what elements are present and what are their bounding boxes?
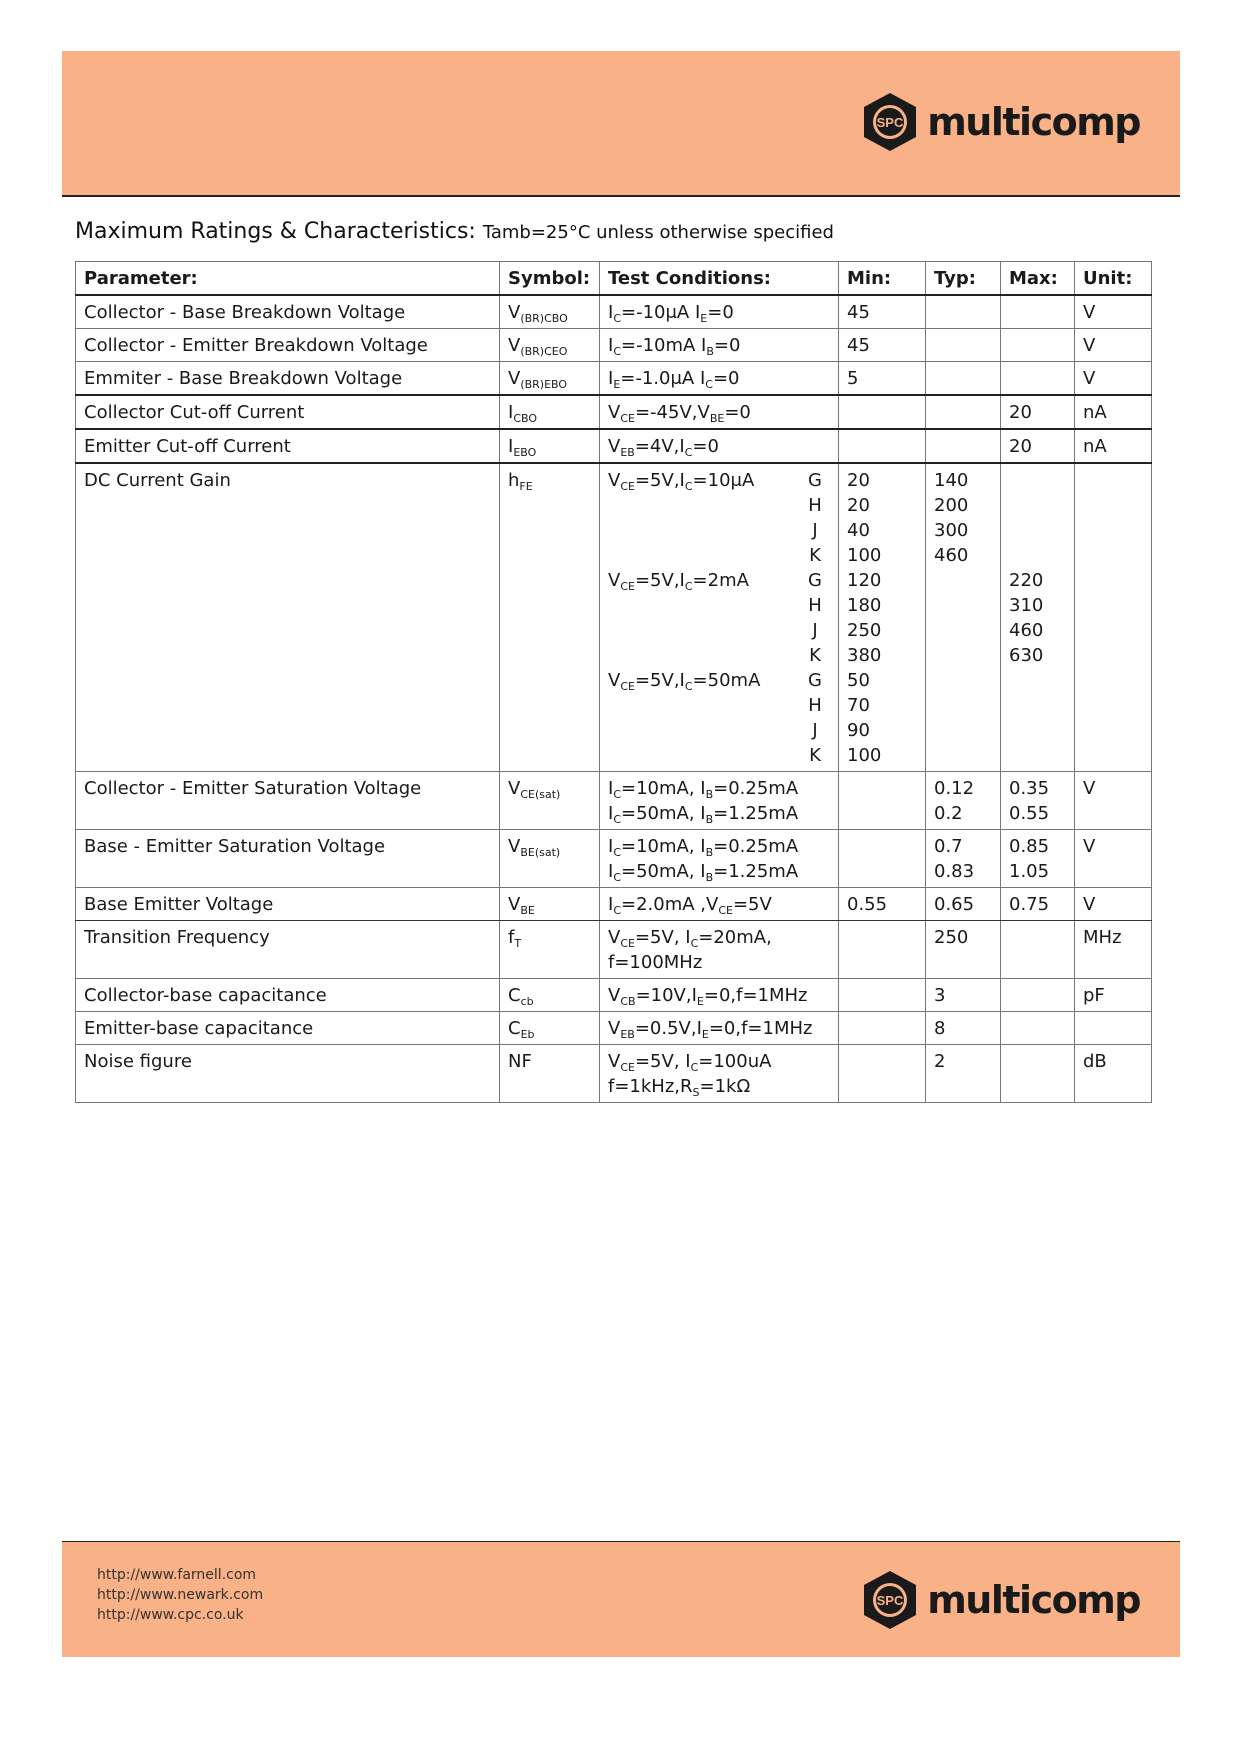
typ-cell	[926, 979, 1001, 1012]
min-cell	[839, 395, 926, 429]
max-cell	[1001, 1012, 1075, 1045]
value	[934, 743, 992, 768]
header-min: Min:	[839, 262, 926, 296]
symbol-cell: $I_{EBO}$	[500, 429, 600, 463]
condition-line	[608, 518, 830, 543]
unit-cell: nA	[1075, 429, 1152, 463]
value	[1009, 518, 1066, 543]
typ-cell	[926, 395, 1001, 429]
condition-line	[608, 493, 830, 518]
max-cell	[1001, 463, 1075, 772]
value	[1009, 493, 1066, 518]
grade-label: J	[812, 620, 818, 641]
spc-badge-icon	[861, 1569, 919, 1631]
value: 2	[934, 1051, 946, 1072]
min-cell	[839, 295, 926, 329]
parameter-cell: Collector - Emitter Breakdown Voltage	[76, 329, 500, 362]
unit-cell: dB	[1075, 1045, 1152, 1103]
table-row	[76, 1012, 1152, 1045]
header-typ: Typ:	[926, 262, 1001, 296]
parameter-cell: Noise figure	[76, 1045, 500, 1103]
grade-label: K	[809, 645, 821, 666]
condition-line: $V_{CE}=5V,I_C=2mA$ G	[608, 568, 830, 593]
min-cell	[839, 463, 926, 772]
symbol-cell: $V_{(BR)EBO}$	[500, 362, 600, 396]
value	[934, 593, 992, 618]
max-cell	[1001, 329, 1075, 362]
parameter-cell: Collector Cut-off Current	[76, 395, 500, 429]
value: 3	[934, 985, 946, 1006]
ratings-table	[75, 261, 1152, 1103]
table-row	[76, 329, 1152, 362]
unit-cell: V	[1075, 329, 1152, 362]
conditions-cell	[600, 463, 839, 772]
parameter-cell: Emmiter - Base Breakdown Voltage	[76, 362, 500, 396]
header-unit: Unit:	[1075, 262, 1152, 296]
value: 20	[847, 470, 870, 491]
typ-cell	[926, 921, 1001, 979]
unit-cell: V	[1075, 830, 1152, 888]
value: 300	[934, 520, 969, 541]
condition-line: f=100MHz	[608, 952, 703, 973]
grade-label: G	[808, 670, 822, 691]
symbol-cell: $I_{CBO}$	[500, 395, 600, 429]
brand-logo	[861, 91, 1140, 153]
value	[1009, 743, 1066, 768]
unit-cell: MHz	[1075, 921, 1152, 979]
value: 140	[934, 470, 969, 491]
typ-cell	[926, 1045, 1001, 1103]
symbol-cell: $V_{(BR)CBO}$	[500, 295, 600, 329]
table-row	[76, 395, 1152, 429]
min-cell	[839, 1012, 926, 1045]
min-cell	[839, 772, 926, 830]
condition-line: $V_{CE}=-45V,V_{BE}=0$	[608, 402, 751, 425]
typ-cell	[926, 772, 1001, 830]
value: 0.55	[1009, 803, 1050, 824]
value: 0.7	[934, 836, 963, 857]
typ-cell	[926, 463, 1001, 772]
grade-label: G	[808, 470, 822, 491]
typ-cell	[926, 1012, 1001, 1045]
footer-band	[62, 1541, 1180, 1657]
unit-cell: V	[1075, 772, 1152, 830]
value	[934, 618, 992, 643]
unit-cell: nA	[1075, 395, 1152, 429]
unit-cell: pF	[1075, 979, 1152, 1012]
condition-line: $I_C=10mA$, $I_B=0.25mA$	[608, 778, 799, 801]
value: 630	[1009, 645, 1044, 666]
value	[934, 693, 992, 718]
parameter-cell: Emitter Cut-off Current	[76, 429, 500, 463]
min-cell	[839, 921, 926, 979]
spc-badge-icon	[861, 91, 919, 153]
max-cell	[1001, 830, 1075, 888]
max-cell	[1001, 888, 1075, 921]
parameter-cell: Emitter-base capacitance	[76, 1012, 500, 1045]
value: 0.12	[934, 778, 975, 799]
typ-cell	[926, 295, 1001, 329]
condition-line: $I_C=50mA$, $I_B=1.25mA$	[608, 803, 799, 826]
heading-title: Maximum Ratings & Characteristics:	[75, 219, 476, 244]
conditions-cell	[600, 295, 839, 329]
condition-line	[608, 693, 830, 718]
value: 1.05	[1009, 861, 1050, 882]
conditions-cell	[600, 395, 839, 429]
condition-line	[608, 543, 830, 568]
max-cell	[1001, 295, 1075, 329]
max-cell	[1001, 1045, 1075, 1103]
condition-line: $I_C=-10\mu A$ $I_E=0$	[608, 302, 734, 325]
min-cell	[839, 329, 926, 362]
value	[1009, 718, 1066, 743]
footer-link-farnell[interactable]: http://www.farnell.com	[97, 1567, 257, 1583]
max-cell	[1001, 362, 1075, 396]
grade-label: H	[808, 495, 822, 516]
header-band	[62, 51, 1180, 197]
symbol-cell: $V_{CE(sat)}$	[500, 772, 600, 830]
unit-cell: V	[1075, 362, 1152, 396]
conditions-cell	[600, 772, 839, 830]
table-header-row	[76, 262, 1152, 296]
table-row	[76, 429, 1152, 463]
parameter-cell: Collector - Base Breakdown Voltage	[76, 295, 500, 329]
value: 5	[847, 368, 859, 389]
symbol-cell: NF	[500, 1045, 600, 1103]
conditions-cell	[600, 362, 839, 396]
header-parameter: Parameter:	[76, 262, 500, 296]
value: 20	[847, 495, 870, 516]
value: 0.35	[1009, 778, 1050, 799]
typ-cell	[926, 362, 1001, 396]
min-cell	[839, 362, 926, 396]
max-cell	[1001, 979, 1075, 1012]
grade-label: H	[808, 695, 822, 716]
value	[1009, 543, 1066, 568]
value: 90	[847, 720, 870, 741]
brand-name: multicomp	[927, 100, 1140, 144]
typ-cell	[926, 830, 1001, 888]
grade-label: J	[812, 720, 818, 741]
value: 45	[847, 335, 870, 356]
table-row	[76, 772, 1152, 830]
condition-line: $f=1kHz,R_S=1k\Omega$	[608, 1076, 751, 1099]
condition-line: $V_{CE}=5V$, $I_C=100uA$	[608, 1051, 772, 1074]
value: 460	[934, 545, 969, 566]
grade-label: G	[808, 570, 822, 591]
min-cell	[839, 830, 926, 888]
value: 45	[847, 302, 870, 323]
unit-cell	[1075, 1012, 1152, 1045]
condition-line: $V_{EB}=0.5V,I_E=0,f=1MHz$	[608, 1018, 813, 1041]
max-cell	[1001, 429, 1075, 463]
condition-line: $I_C=50mA$, $I_B=1.25mA$	[608, 861, 799, 884]
value: 120	[847, 570, 882, 591]
max-cell	[1001, 772, 1075, 830]
value	[934, 568, 992, 593]
condition-line	[608, 718, 830, 743]
parameter-cell: Transition Frequency	[76, 921, 500, 979]
unit-cell	[1075, 463, 1152, 772]
table-row	[76, 295, 1152, 329]
condition-line: $V_{CB}=10V,I_E=0,f=1MHz$	[608, 985, 808, 1008]
value: 70	[847, 695, 870, 716]
max-cell	[1001, 921, 1075, 979]
parameter-cell: Base Emitter Voltage	[76, 888, 500, 921]
symbol-cell: $V_{BE}$	[500, 888, 600, 921]
footer-link-cpc[interactable]: http://www.cpc.co.uk	[97, 1607, 244, 1623]
conditions-cell	[600, 979, 839, 1012]
condition-line: $V_{CE}=5V,I_C=10\mu A$ G	[608, 468, 830, 493]
value: 180	[847, 595, 882, 616]
parameter-cell: Base - Emitter Saturation Voltage	[76, 830, 500, 888]
table-row	[76, 979, 1152, 1012]
value: 220	[1009, 570, 1044, 591]
footer-link-newark[interactable]: http://www.newark.com	[97, 1587, 264, 1603]
header-conditions: Test Conditions:	[600, 262, 839, 296]
value: 0.85	[1009, 836, 1050, 857]
symbol-cell: $V_{BE(sat)}$	[500, 830, 600, 888]
parameter-cell: Collector - Emitter Saturation Voltage	[76, 772, 500, 830]
value	[934, 643, 992, 668]
value: 8	[934, 1018, 946, 1039]
value: 0.75	[1009, 894, 1050, 915]
page-heading	[75, 219, 834, 244]
value	[1009, 693, 1066, 718]
table-row	[76, 921, 1152, 979]
value: 0.2	[934, 803, 963, 824]
conditions-cell	[600, 830, 839, 888]
grade-label: K	[809, 545, 821, 566]
min-cell	[839, 888, 926, 921]
conditions-cell	[600, 1012, 839, 1045]
symbol-cell: $C_{cb}$	[500, 979, 600, 1012]
symbol-cell: $V_{(BR)CEO}$	[500, 329, 600, 362]
value: 250	[847, 620, 882, 641]
footer-links	[97, 1565, 263, 1625]
symbol-cell: $h_{FE}$	[500, 463, 600, 772]
grade-label: H	[808, 595, 822, 616]
symbol-cell: $f_T$	[500, 921, 600, 979]
header-symbol: Symbol:	[500, 262, 600, 296]
value: 50	[847, 670, 870, 691]
table-row	[76, 888, 1152, 921]
unit-cell: V	[1075, 888, 1152, 921]
value: 250	[934, 927, 969, 948]
value	[934, 718, 992, 743]
conditions-cell	[600, 921, 839, 979]
value: 310	[1009, 595, 1044, 616]
conditions-cell	[600, 429, 839, 463]
value: 100	[847, 745, 882, 766]
value: 100	[847, 545, 882, 566]
conditions-cell	[600, 329, 839, 362]
value	[1009, 468, 1066, 493]
value	[934, 668, 992, 693]
min-cell	[839, 979, 926, 1012]
typ-cell	[926, 329, 1001, 362]
badge-text: SPC	[876, 115, 904, 130]
table-row	[76, 463, 1152, 772]
value: 380	[847, 645, 882, 666]
value: 0.65	[934, 894, 975, 915]
table-row	[76, 830, 1152, 888]
table-row	[76, 1045, 1152, 1103]
badge-text: SPC	[876, 1593, 904, 1608]
brand-logo-footer	[861, 1569, 1140, 1631]
condition-line: $I_C=10mA$, $I_B=0.25mA$	[608, 836, 799, 859]
condition-line: $V_{CE}=5V,I_C=50mA$ G	[608, 668, 830, 693]
max-cell	[1001, 395, 1075, 429]
table-row	[76, 362, 1152, 396]
typ-cell	[926, 429, 1001, 463]
value: 460	[1009, 620, 1044, 641]
value: 0.83	[934, 861, 975, 882]
condition-line: $I_C=2.0mA$ $,V_{CE}=5V$	[608, 894, 772, 917]
brand-name-footer: multicomp	[927, 1578, 1140, 1622]
condition-line	[608, 618, 830, 643]
value: 0.55	[847, 894, 888, 915]
parameter-cell: Collector-base capacitance	[76, 979, 500, 1012]
min-cell	[839, 429, 926, 463]
condition-line: $I_E=-1.0\mu A$ $I_C=0$	[608, 368, 740, 391]
value: 200	[934, 495, 969, 516]
condition-line: $V_{EB}=4V,I_C=0$	[608, 436, 719, 459]
condition-line: $V_{CE}=5V$, $I_C=20mA$,	[608, 927, 772, 950]
symbol-cell: $C_{Eb}$	[500, 1012, 600, 1045]
value	[1009, 668, 1066, 693]
condition-line	[608, 593, 830, 618]
condition-line: $I_C=-10mA$ $I_B=0$	[608, 335, 741, 358]
typ-cell	[926, 888, 1001, 921]
conditions-cell	[600, 888, 839, 921]
min-cell	[839, 1045, 926, 1103]
value: 20	[1009, 402, 1032, 423]
grade-label: J	[812, 520, 818, 541]
value: 40	[847, 520, 870, 541]
grade-label: K	[809, 745, 821, 766]
condition-line	[608, 743, 830, 768]
conditions-cell	[600, 1045, 839, 1103]
header-max: Max:	[1001, 262, 1075, 296]
value: 20	[1009, 436, 1032, 457]
condition-line	[608, 643, 830, 668]
heading-subtitle: Tamb=25°C unless otherwise specified	[482, 222, 834, 243]
parameter-cell: DC Current Gain	[76, 463, 500, 772]
unit-cell: V	[1075, 295, 1152, 329]
